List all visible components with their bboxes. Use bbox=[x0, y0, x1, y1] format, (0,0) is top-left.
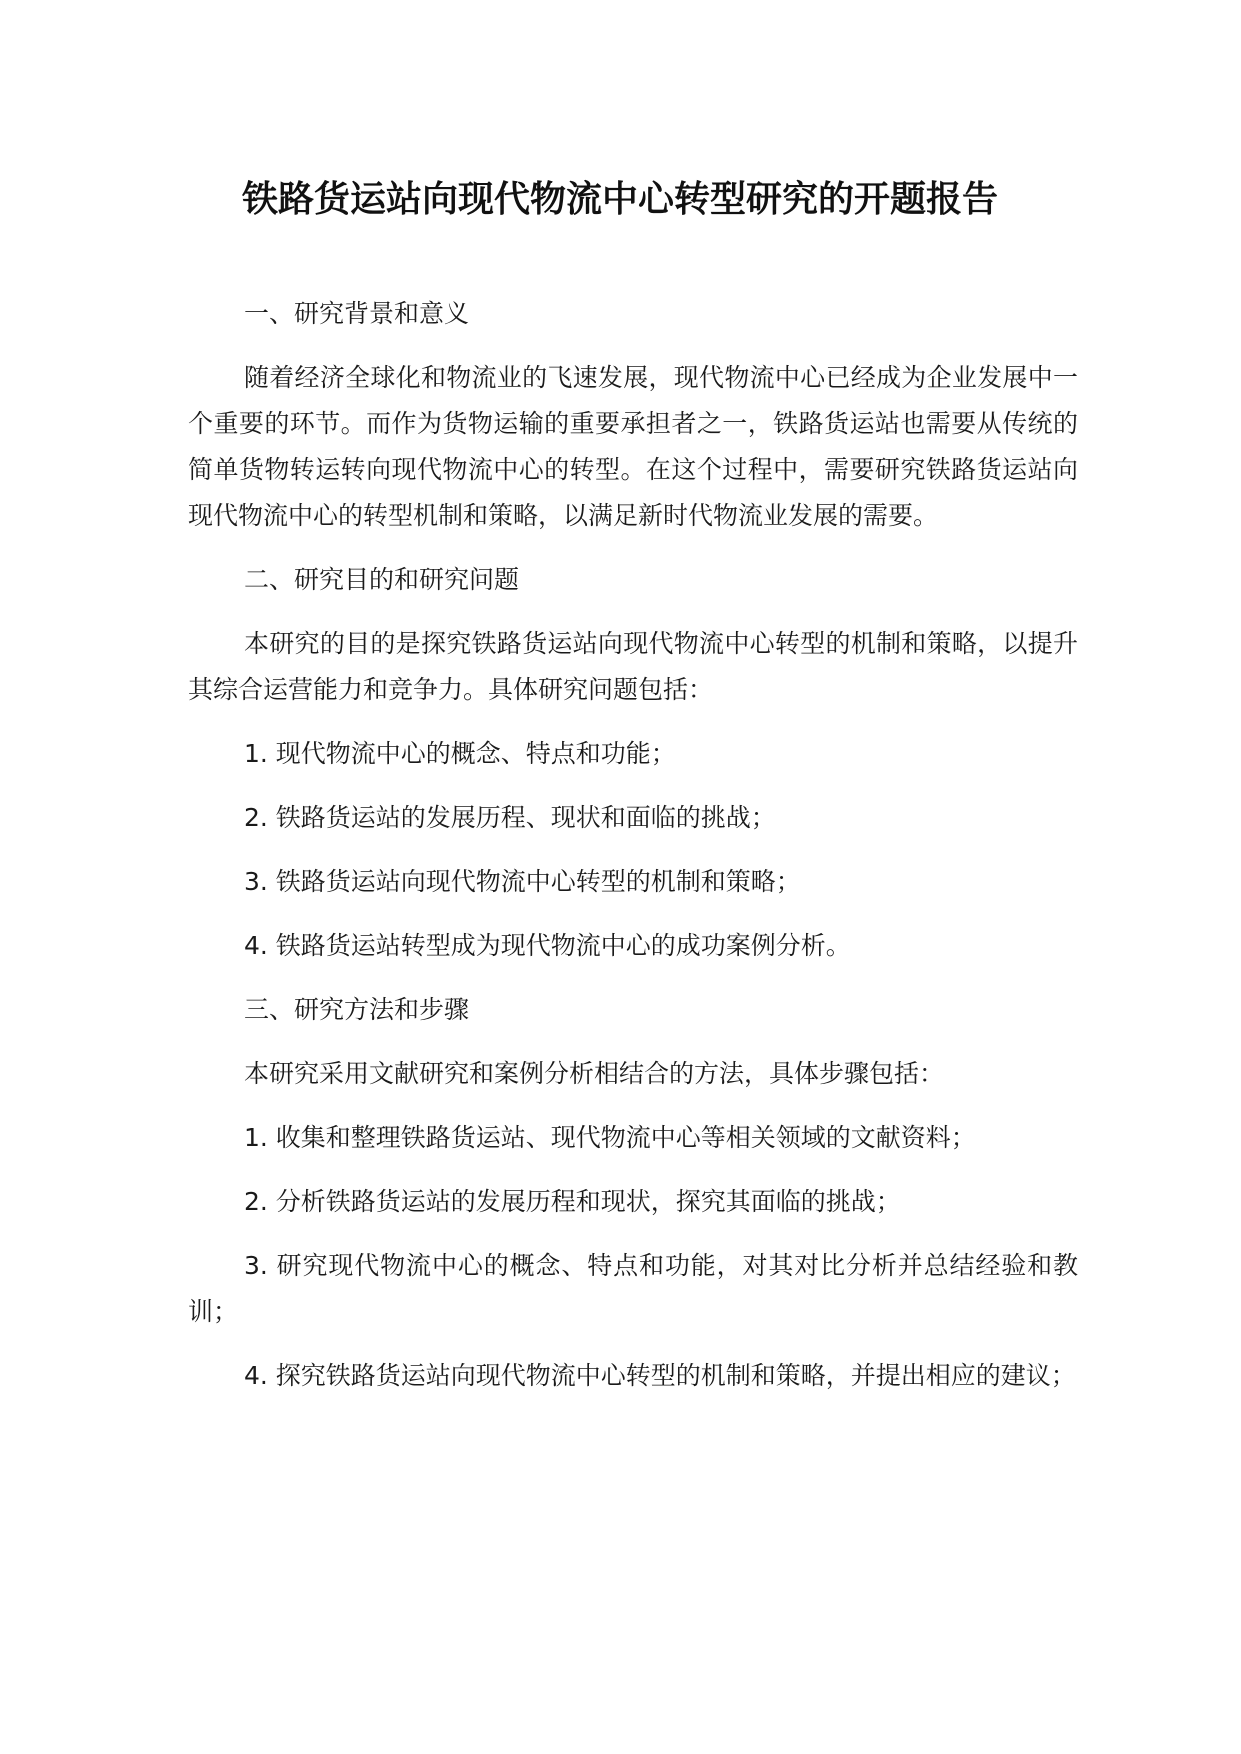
body-paragraph: 随着经济全球化和物流业的飞速发展，现代物流中心已经成为企业发展中一个重要的环节。而作为货物运输的重要承担者之一，铁路货运站也需要从传统的简单货物转运转向现代物流中心的转型。在这个过程中，需要研究铁路货运站向现代物流中心的转型机制和策略，以满足新时代物流业发展的需要。 bbox=[188, 363, 1078, 530]
section-heading: 三、研究方法和步骤 bbox=[244, 995, 470, 1024]
body-paragraph: 本研究的目的是探究铁路货运站向现代物流中心转型的机制和策略，以提升其综合运营能力和竞争力。具体研究问题包括： bbox=[188, 629, 1078, 704]
body-paragraph: 本研究采用文献研究和案例分析相结合的方法，具体步骤包括： bbox=[244, 1059, 945, 1088]
section-heading: 一、研究背景和意义 bbox=[244, 299, 470, 328]
document-title: 铁路货运站向现代物流中心转型研究的开题报告 bbox=[241, 179, 998, 220]
list-item: 1. 收集和整理铁路货运站、现代物流中心等相关领域的文献资料； bbox=[244, 1123, 976, 1152]
section-heading: 二、研究目的和研究问题 bbox=[244, 565, 520, 594]
document-body bbox=[188, 291, 1078, 1417]
list-item: 4. 探究铁路货运站向现代物流中心转型的机制和策略，并提出相应的建议； bbox=[244, 1361, 1076, 1390]
list-item: 2. 分析铁路货运站的发展历程和现状，探究其面临的挑战； bbox=[244, 1187, 901, 1216]
list-item: 3. 铁路货运站向现代物流中心转型的机制和策略； bbox=[244, 867, 801, 896]
list-item: 1. 现代物流中心的概念、特点和功能； bbox=[244, 739, 676, 768]
list-item: 4. 铁路货运站转型成为现代物流中心的成功案例分析。 bbox=[244, 931, 851, 960]
list-item: 2. 铁路货运站的发展历程、现状和面临的挑战； bbox=[244, 803, 776, 832]
list-item: 3. 研究现代物流中心的概念、特点和功能，对其对比分析并总结经验和教训； bbox=[188, 1251, 1078, 1326]
